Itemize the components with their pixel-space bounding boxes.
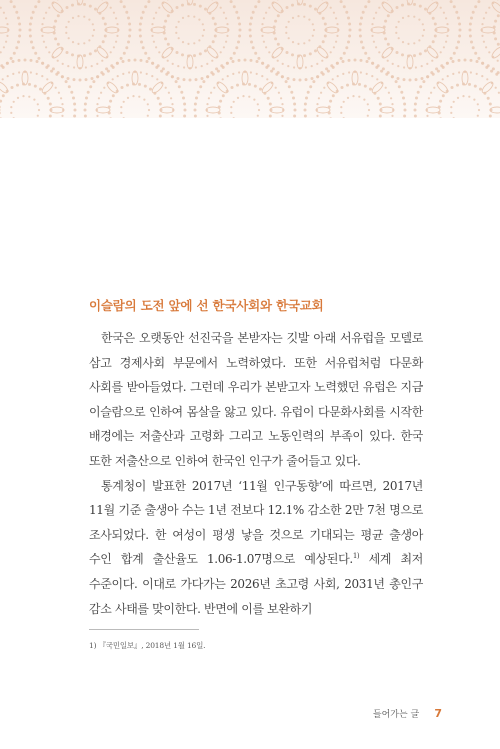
page-footer [373, 702, 442, 721]
decorative-pattern-banner [0, 0, 500, 118]
mandala-pattern-icon [0, 0, 500, 118]
footnote: 1) 『국민일보』, 2018년 1월 16일. [89, 641, 206, 650]
chapter-title: 들어가는 글 [372, 710, 420, 720]
footnote-marker: 1) [352, 552, 360, 561]
paragraph-1: 한국은 오랫동안 선진국을 본받자는 깃발 아래 서유럽을 모델로 삼고 경제사회 부문에서 노력하였다. 또한 서유럽처럼 다문화 사회를 받아들였다. 그런데 우리가 본받고자 노력했던 유럽은 지금 이슬람으로 인하여 몸살을 앓고 있다. 유럽이 다문화사회를 시작한 배경에는 저출산과 고령화 그리고 노동인력의 부족이 있다. 한국 또한 저출산으로 인하여 한국인 인구가 줄어들고 있다. [89, 331, 423, 468]
footnote-divider [89, 629, 199, 630]
page-number: 7 [434, 707, 442, 720]
paragraph-2-continued: 세계 최저 수준이다. 이대로 가다가는 2026년 초고령 사회, 2031년 총인구 감소 사태를 맞이한다. 반면에 이를 보완하기 [89, 552, 423, 616]
paragraph-2 [89, 474, 423, 622]
section-heading: 이슬람의 도전 앞에 선 한국사회와 한국교회 [89, 298, 324, 313]
body-text [89, 326, 423, 621]
paragraph-2-text: 통계청이 발표한 2017년 ‘11월 인구동향’에 따르면, 2017년 11월 기준 출생아 수는 1년 전보다 12.1% 감소한 2만 7천 명으로 조사되었다. 한 여성이 평생 낳을 것으로 기대되는 평균 출생아 수인 합계 출산율도 1.06-1.07명으로 예상된다. [89, 478, 423, 567]
